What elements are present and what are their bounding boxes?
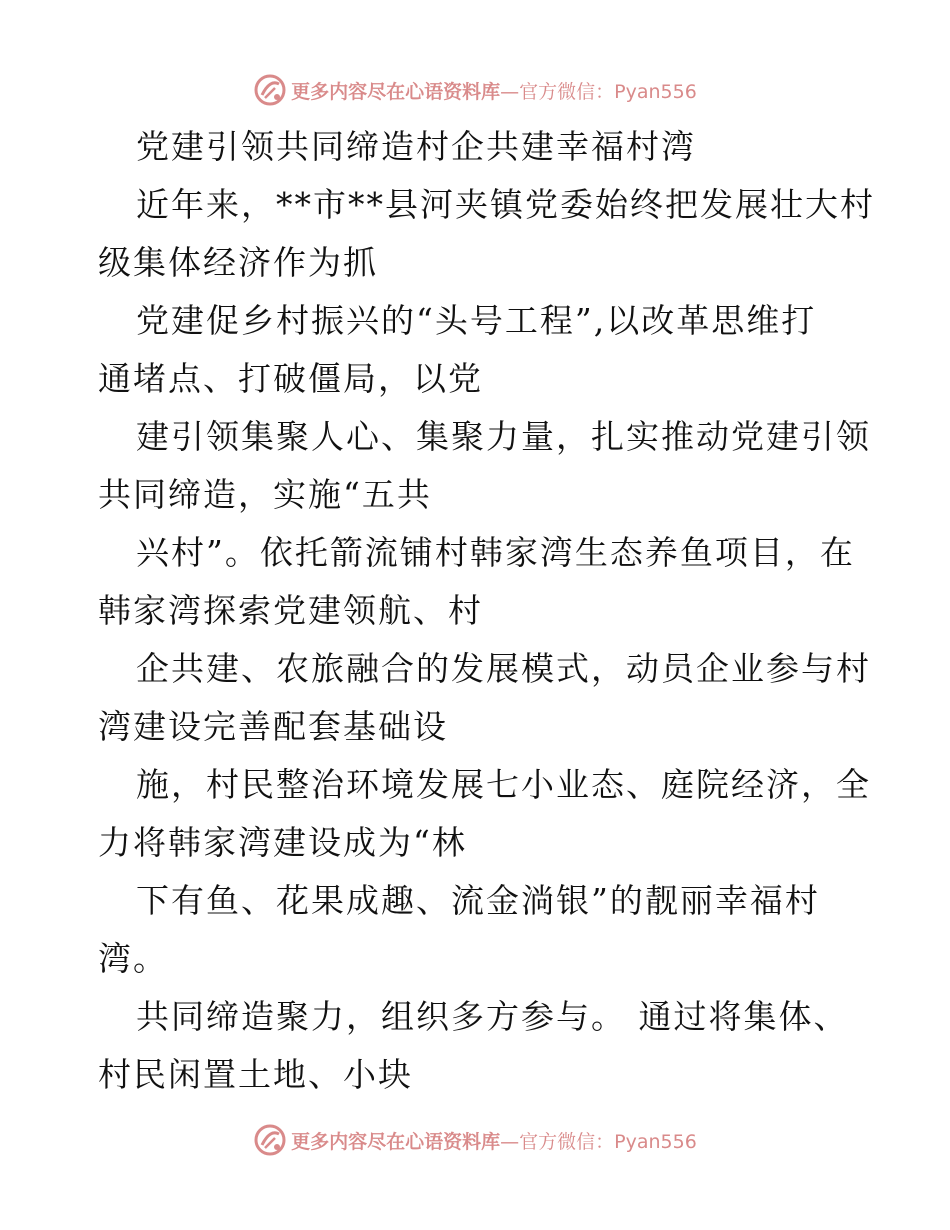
paragraph-line: 党建促乡村振兴的“头号工程”,以改革思维打 bbox=[136, 301, 817, 340]
paragraph-line: 建引领集聚人心、集聚力量，扎实推动党建引领 bbox=[136, 417, 871, 456]
document-title: 党建引领共同缔造村企共建幸福村湾 bbox=[136, 127, 696, 166]
paragraph-line: 下有鱼、花果成趣、流金淌银”的靓丽幸福村 bbox=[136, 881, 820, 920]
watermark-official-text: —官方微信：Pyan556 bbox=[500, 1130, 697, 1153]
watermark-official-text: —官方微信：Pyan556 bbox=[500, 80, 697, 103]
paragraph-line: 企共建、农旅融合的发展模式，动员企业参与村 bbox=[136, 649, 871, 688]
watermark-brand-text: 更多内容尽在心语资料库 bbox=[291, 80, 501, 103]
paragraph-line: 兴村”。依托箭流铺村韩家湾生态养鱼项目，在 bbox=[136, 533, 855, 572]
paragraph-line: 级集体经济作为抓 bbox=[98, 243, 378, 282]
paragraph-line: 共同缔造，实施“五共 bbox=[98, 475, 432, 514]
paragraph-line: 力将韩家湾建设成为“林 bbox=[98, 823, 467, 862]
paragraph-line: 韩家湾探索党建领航、村 bbox=[98, 591, 483, 630]
paragraph-line: 村民闲置土地、小块 bbox=[98, 1055, 413, 1094]
paragraph-line: 通堵点、打破僵局，以党 bbox=[98, 359, 483, 398]
paragraph-line: 近年来，**市**县河夹镇党委始终把发展壮大村 bbox=[136, 185, 875, 224]
paragraph-line: 施，村民整治环境发展七小业态、庭院经济，全 bbox=[136, 765, 871, 804]
seal-logo-icon bbox=[253, 1123, 287, 1157]
watermark-header bbox=[0, 70, 950, 110]
document-body bbox=[98, 118, 875, 1104]
seal-logo-icon bbox=[253, 73, 287, 107]
paragraph-line: 湾建设完善配套基础设 bbox=[98, 707, 448, 746]
paragraph-line: 共同缔造聚力，组织多方参与。 通过将集体、 bbox=[136, 997, 849, 1036]
watermark-brand-text: 更多内容尽在心语资料库 bbox=[291, 1130, 501, 1153]
paragraph-line: 湾。 bbox=[98, 939, 168, 978]
watermark-footer bbox=[0, 1120, 950, 1160]
